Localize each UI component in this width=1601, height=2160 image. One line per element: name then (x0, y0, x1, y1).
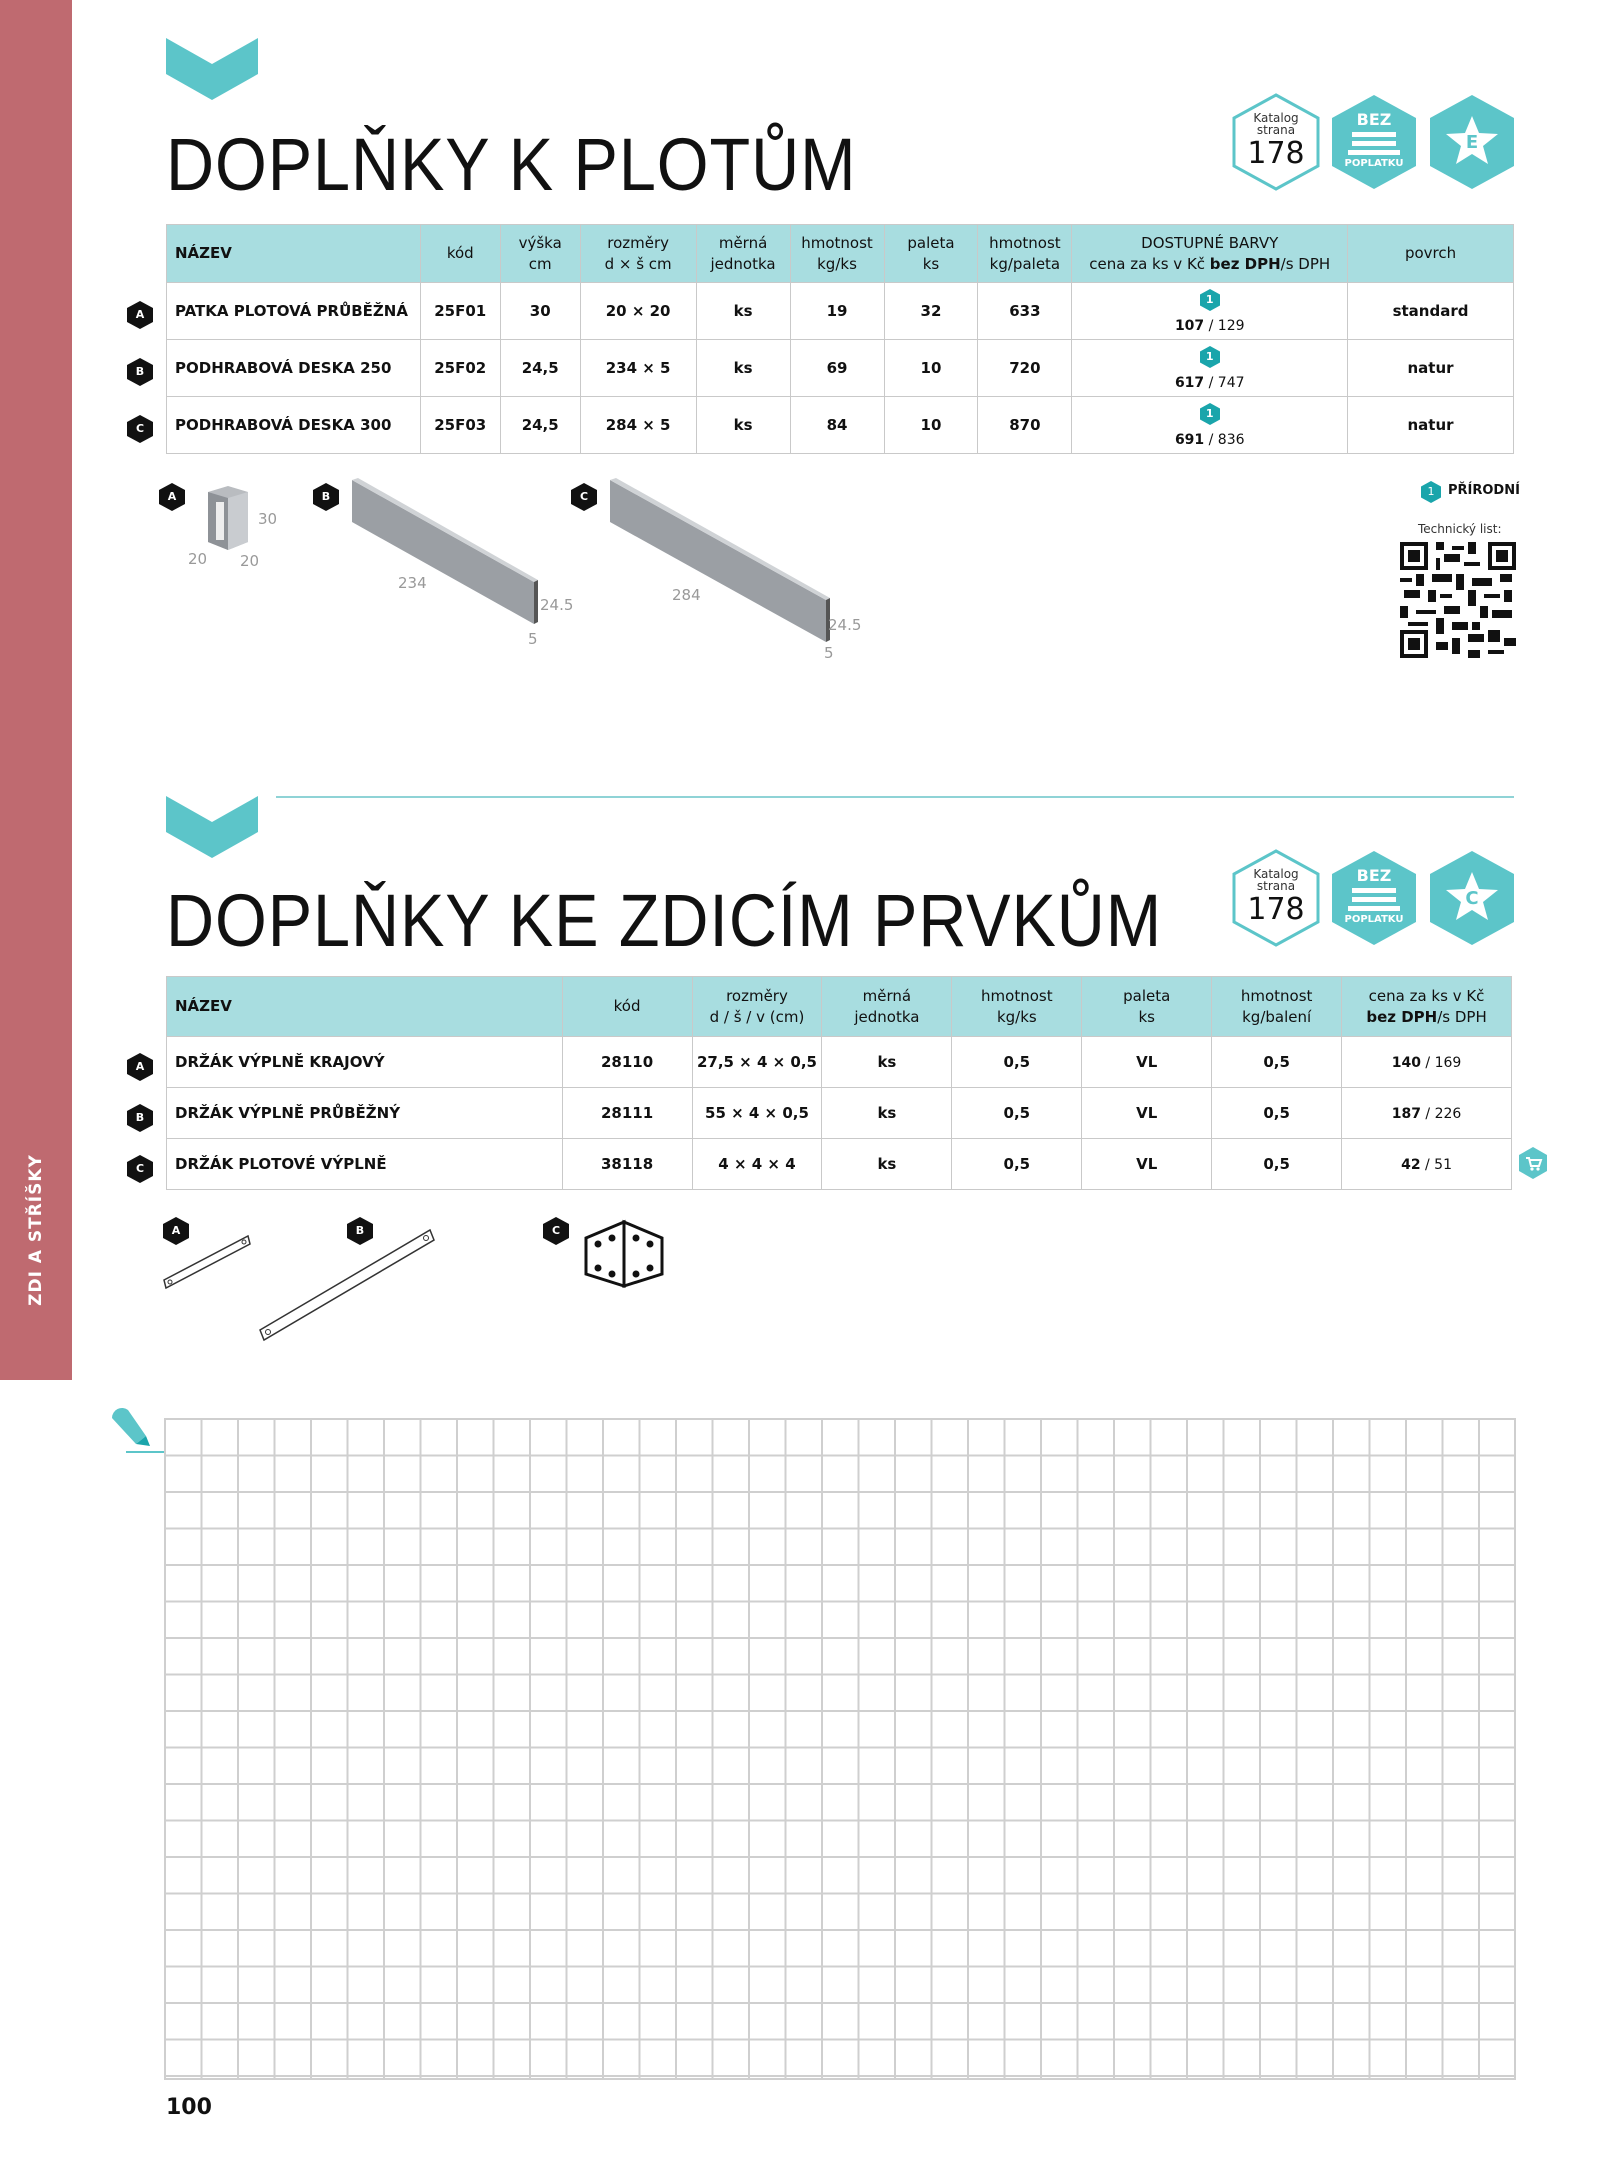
catalog-page-badge[interactable]: Katalog strana 178 (1230, 92, 1322, 192)
image-marker-c: C (570, 482, 598, 512)
section-title-fences: DOPLŇKY K PLOTŮM (166, 123, 857, 206)
row-marker-c: C (126, 1154, 154, 1184)
header-unit: měrná jednotka (696, 225, 790, 283)
pencil-notes-icon (106, 1404, 164, 1458)
dim-label: 24.5 (540, 596, 574, 614)
header-colors: DOSTUPNÉ BARVY cena za ks v Kč bez DPH/s DPH (1072, 225, 1348, 283)
color-hex-icon: 1 (1199, 288, 1221, 312)
table-header-row (167, 977, 1512, 1037)
table-row: PODHRABOVÁ DESKA 250 25F02 24,5 234 × 5 ks 69 10 720 1 617 / 747 natur (167, 340, 1514, 397)
header-pallet-weight: hmotnost kg/paleta (978, 225, 1072, 283)
dim-label: 24.5 (828, 616, 862, 634)
image-marker-a: A (162, 1216, 190, 1246)
badge-row (1230, 92, 1520, 192)
dim-label: 30 (258, 510, 278, 528)
header-surface: povrch (1348, 225, 1514, 283)
quality-class-badge: C (1426, 848, 1518, 948)
row-marker-b: B (126, 1103, 154, 1133)
chevron-down-icon (166, 38, 258, 100)
row-marker-c: C (126, 414, 154, 444)
table-header-row (167, 225, 1514, 283)
table-row: DRŽÁK PLOTOVÉ VÝPLNĚ 38118 4 × 4 × 4 ks 0,5 VL 0,5 42 / 51 (167, 1139, 1512, 1190)
chevron-down-icon (166, 796, 258, 858)
end-bracket-image (160, 1222, 254, 1294)
gravel-board-250-image (350, 478, 540, 628)
through-bracket-image (256, 1222, 438, 1346)
color-hex-icon: 1 (1199, 345, 1221, 369)
catalog-page-badge[interactable]: Katalog strana 178 (1230, 848, 1322, 948)
header-height: výška cm (500, 225, 580, 283)
image-marker-c: C (542, 1216, 570, 1246)
qr-code-icon[interactable] (1400, 542, 1516, 658)
dim-label: 5 (528, 630, 538, 648)
dim-label: 284 (672, 586, 701, 604)
color-hex-icon: 1 (1199, 402, 1221, 426)
gravel-board-300-image (608, 478, 834, 648)
fill-holder-image (582, 1218, 666, 1290)
row-marker-b: B (126, 357, 154, 387)
section-title-masonry: DOPLŇKY KE ZDICÍM PRVKŮM (166, 879, 1163, 962)
header-pallet: paleta ks (884, 225, 978, 283)
table-row: DRŽÁK VÝPLNĚ PRŮBĚŽNÝ 28111 55 × 4 × 0,5 ks 0,5 VL 0,5 187 / 226 (167, 1088, 1512, 1139)
header-pallet: paleta ks (1082, 977, 1212, 1037)
sidebar-label: ZDI A STŘÍŠKY (26, 1154, 46, 1306)
fence-post-base-image (198, 484, 254, 552)
quality-class-badge: E (1426, 92, 1518, 192)
image-marker-b: B (312, 482, 340, 512)
free-pallet-badge: BEZ POPLATKU (1328, 848, 1420, 948)
dim-label: 20 (188, 550, 208, 568)
fence-accessories-table (166, 224, 1514, 454)
masonry-accessories-table (166, 976, 1512, 1190)
header-dims: rozměry d × š cm (580, 225, 696, 283)
section-divider (276, 796, 1514, 798)
cart-icon[interactable] (1518, 1146, 1548, 1180)
badge-row (1230, 848, 1520, 948)
row-marker-a: A (126, 1052, 154, 1082)
dim-label: 234 (398, 574, 427, 592)
dim-label: 20 (240, 552, 260, 570)
header-name: NÁZEV (167, 225, 421, 283)
header-code: kód (420, 225, 500, 283)
price-cell: 1 107 / 129 (1072, 283, 1348, 340)
table-row: DRŽÁK VÝPLNĚ KRAJOVÝ 28110 27,5 × 4 × 0,5 ks 0,5 VL 0,5 140 / 169 (167, 1037, 1512, 1088)
header-pack-weight: hmotnost kg/balení (1212, 977, 1342, 1037)
tech-sheet-label: Technický list: (1418, 522, 1502, 536)
header-weight: hmotnost kg/ks (952, 977, 1082, 1037)
table-row: PATKA PLOTOVÁ PRŮBĚŽNÁ 25F01 30 20 × 20 ks 19 32 633 1 107 / 129 standard (167, 283, 1514, 340)
dim-label: 5 (824, 644, 834, 662)
notes-grid (164, 1418, 1516, 2080)
image-marker-b: B (346, 1216, 374, 1246)
row-marker-a: A (126, 300, 154, 330)
header-code: kód (562, 977, 692, 1037)
image-marker-a: A (158, 482, 186, 512)
price-cell: 1 691 / 836 (1072, 397, 1348, 454)
header-unit: měrná jednotka (822, 977, 952, 1037)
table-row: PODHRABOVÁ DESKA 300 25F03 24,5 284 × 5 ks 84 10 870 1 691 / 836 natur (167, 397, 1514, 454)
header-price: cena za ks v Kč bez DPH/s DPH (1342, 977, 1512, 1037)
header-weight: hmotnost kg/ks (790, 225, 884, 283)
header-dims: rozměry d / š / v (cm) (692, 977, 822, 1037)
header-name: NÁZEV (167, 977, 563, 1037)
color-legend: 1 PŘÍRODNÍ (1420, 480, 1516, 506)
free-pallet-badge: BEZ POPLATKU (1328, 92, 1420, 192)
price-cell: 1 617 / 747 (1072, 340, 1348, 397)
page-number: 100 (166, 2095, 212, 2120)
